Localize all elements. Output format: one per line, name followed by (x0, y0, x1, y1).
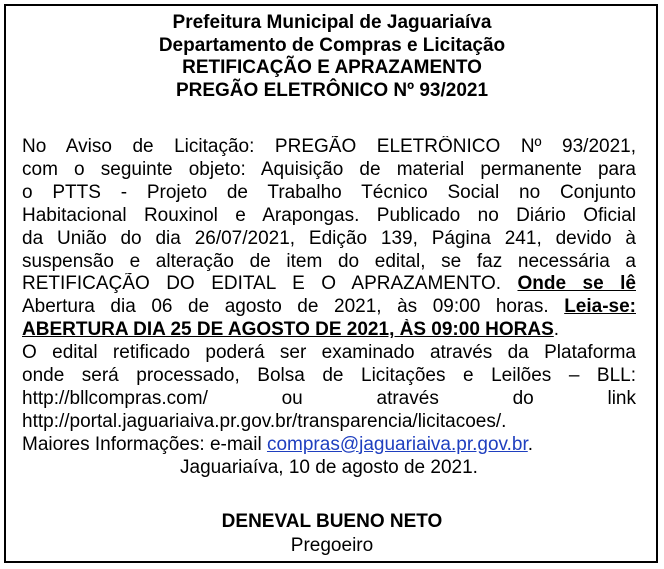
signatory-name: DENEVAL BUENO NETO (221, 511, 443, 532)
body-line: com o seguinte objeto: Aquisição de material permanente para (22, 158, 636, 180)
body-line: suspensão e alteração de item do edital, se faz necessária a (22, 250, 636, 272)
header-title: RETIFICAÇÃO E APRAZAMENTO (182, 57, 482, 78)
notice-body (22, 136, 636, 480)
signatory-role: Pregoeiro (290, 535, 374, 556)
body-line: o PTTS - Projeto de Trabalho Técnico Social no Conjunto (22, 181, 636, 203)
body-line: da União do dia 26/07/2021, Edição 139, Página 241, devido à (22, 227, 636, 249)
body-line: Habitacional Rouxinol e Arapongas. Publicado no Diário Oficial (22, 204, 636, 226)
body-line: http://portal.jaguariaiva.pr.gov.br/transparencia/licitacoes/. (22, 410, 507, 432)
body-line-text: RETIFICAÇÃO DO EDITAL E O APRAZAMENTO. (22, 273, 518, 295)
contact-email-link[interactable]: compras@jaguariaiva.pr.gov.br (266, 433, 528, 455)
body-line: O edital retificado poderá ser examinado através da Plataforma (22, 342, 636, 364)
body-line: http://bllcompras.com/ ou através do link (22, 387, 636, 409)
body-line-text: . (553, 319, 560, 341)
body-line (22, 273, 636, 296)
body-line (22, 296, 636, 319)
new-opening-date: ABERTURA DIA 25 DE AGOSTO DE 2021, ÀS 09:00 HORAS (22, 319, 554, 341)
header-department: Departamento de Compras e Licitação (158, 34, 506, 56)
notice-header (0, 12, 664, 102)
body-line-text: Maiores Informações: e-mail (22, 433, 267, 455)
header-municipality: Prefeitura Municipal de Jaguariaíva (172, 12, 492, 33)
date-line: Jaguariaíva, 10 de agosto de 2021. (180, 456, 478, 478)
read-as-label: Leia-se: (564, 296, 636, 318)
header-subtitle: PREGÃO ELETRÔNICO Nº 93/2021 (175, 79, 489, 101)
where-it-reads-label: Onde se lê (517, 273, 636, 295)
body-line (22, 434, 636, 457)
body-line (22, 319, 636, 342)
body-line: onde será processado, Bolsa de Licitações e Leilões – BLL: (22, 365, 636, 387)
body-line: No Aviso de Licitação: PREGÃO ELETRÔNICO Nº 93/2021, (22, 136, 636, 157)
body-line-text: Abertura dia 06 de agosto de 2021, às 09:00 horas. (22, 296, 565, 318)
body-line-text: . (527, 433, 534, 455)
